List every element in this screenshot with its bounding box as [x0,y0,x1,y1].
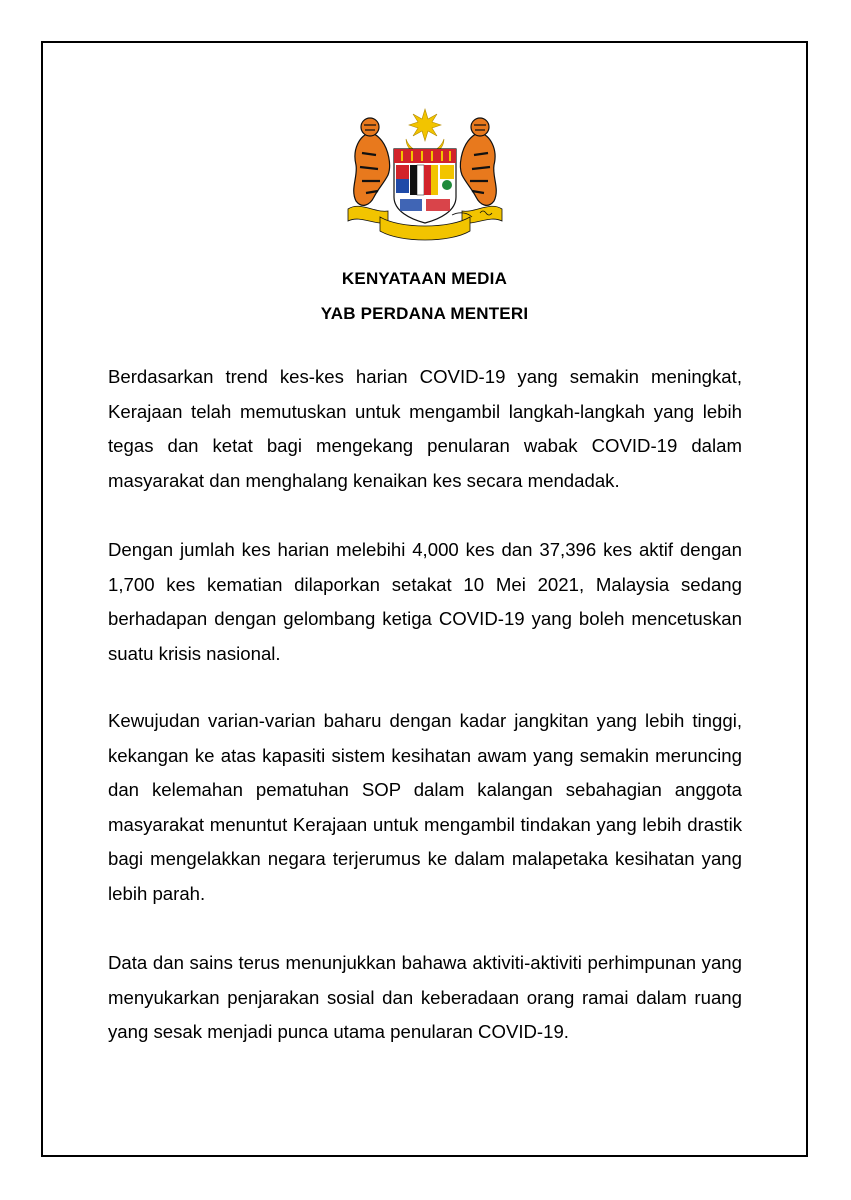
shield-icon [394,149,456,223]
paragraph-4: Data dan sains terus menunjukkan bahawa aktiviti-aktiviti perhimpunan yang menyukarkan penjarakan sosial dan keberadaan orang ramai dalam ruang yang sesak menjadi punca utama penularan COVID-19. [108,952,742,1043]
malaysia-coat-of-arms-icon [340,105,510,245]
heading-title: KENYATAAN MEDIA [341,269,508,288]
paragraph-3: Kewujudan varian-varian baharu dengan kadar jangkitan yang lebih tinggi, kekangan ke atas kapasiti sistem kesihatan awam yang semakin meruncing dan kelemahan pematuhan SOP dalam kalangan sebahagian anggota masyarakat menuntut Kerajaan untuk mengambil tindakan yang lebih drastik bagi mengelakkan negara terjerumus ke dalam malapetaka kesihatan yang lebih parah. [108,710,742,904]
paragraph-1: Berdasarkan trend kes-kes harian COVID-19 yang semakin meningkat, Kerajaan telah memutuskan untuk mengambil langkah-langkah yang lebih tegas dan ketat bagi mengekang penularan wabak COVID-19 dalam masyarakat dan menghalang kenaikan kes secara mendadak. [108,366,742,491]
paragraph-2: Dengan jumlah kes harian melebihi 4,000 kes dan 37,396 kes aktif dengan 1,700 kes kematian dilaporkan setakat 10 Mei 2021, Malaysia sedang berhadapan dengan gelombang ketiga COVID-19 yang boleh mencetuskan suatu krisis nasional. [108,539,742,664]
star-icon [409,109,441,141]
left-tiger-icon [354,118,390,205]
heading-subtitle: YAB PERDANA MENTERI [320,304,529,323]
coat-of-arms-logo [340,105,510,245]
right-tiger-icon [460,118,496,205]
